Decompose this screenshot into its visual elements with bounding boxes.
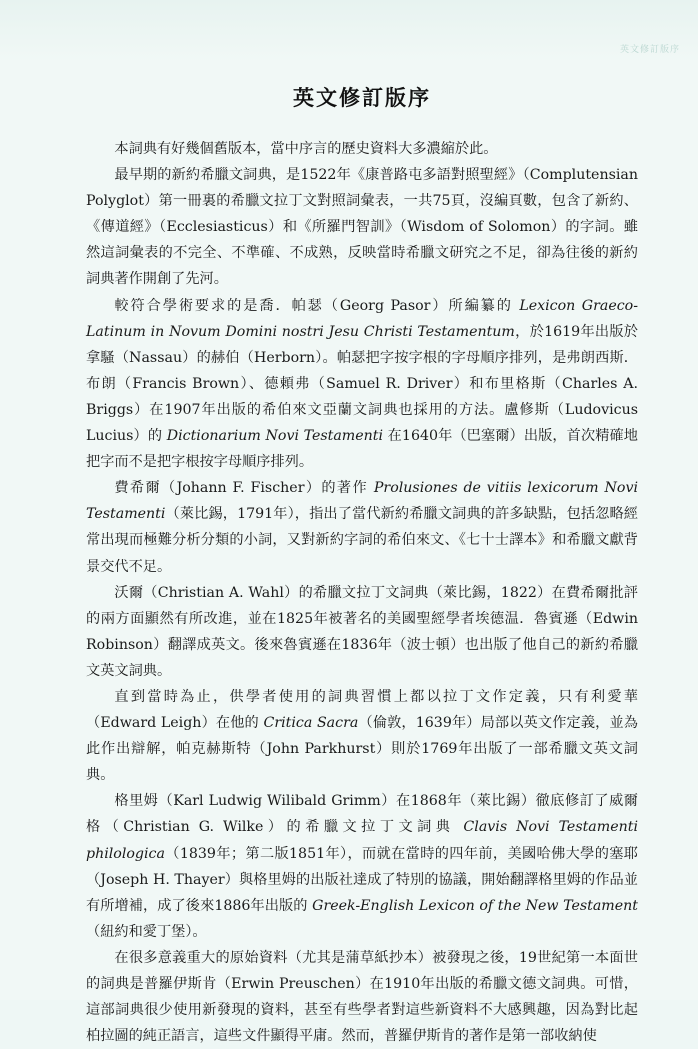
text-run: 最早期的新約希臘文詞典，是1522年《康普路屯多語對照聖經》（Complutensian Polyglot）第一冊裏的希臘文拉丁文對照詞彙表，一共75頁，沒編頁數，包含了新約、《傳道經》（Ecclesiasticus）和《所羅門智訓》（Wisdom of Solomon）的字詞。雖然這詞彙表的不完全、不準確、不成熟，反映當時希臘文研究之不足，卻為往後的新約詞典著作開創了先河。 [86,167,638,288]
paragraph [86,945,638,1049]
page-title: 英文修訂版序 [293,86,431,110]
text-run: （紐約和愛丁堡）。 [86,923,207,940]
text-run: 費希爾（Johann F. Fischer）的著作 [114,480,374,497]
text-run: 格里姆（Karl Ludwig Wilibald Grimm）在1868年（萊比錫）徹底修訂了威爾格（Christian G. Wilke）的希臘文拉丁文詞典 [86,793,638,836]
paragraph [86,684,638,788]
paragraph [86,580,638,684]
book-title: Greek-English Lexicon of the New Testament [312,897,638,914]
text-run: 較符合學術要求的是喬．帕瑟（Georg Pasor）所編纂的 [114,297,520,314]
paragraph [86,162,638,292]
book-title: Critica Sacra [263,715,359,732]
text-run: （萊比錫，1791年），指出了當代新約希臘文詞典的許多缺點，包括忽略經常出現而極難分析分類的小詞，又對新約字詞的希伯來文、《七十士譯本》和希臘文獻背景交代不足。 [86,506,638,575]
book-title: Lexicon Graeco-Latinum in Novum Domini nostri Jesu Christi Testamentum [86,297,638,340]
text-run: （倫敦，1639年）局部以英文作定義，並為此作出辯解，帕克赫斯特（John Parkhurst）則於1769年出版了一部希臘文英文詞典。 [86,715,638,784]
text-run: 在1640年（巴塞爾）出版，首次精確地把字而不是把字根按字母順序排列。 [86,428,638,471]
text-run: （1839年；第二版1851年），而就在當時的四年前，美國哈佛大學的塞耶（Joseph H. Thayer）與格里姆的出版社達成了特別的協議，開始翻譯格里姆的作品並有所增補，成了後來1886年出版的 [86,845,638,914]
page-header-band [0,0,698,62]
book-title: Prolusiones de vitiis lexicorum Novi Testamenti [86,480,638,523]
body-text [86,136,638,1049]
running-header: 英文修訂版序 [619,45,680,55]
paragraph [86,136,638,162]
paragraph [86,475,638,579]
text-run: 沃爾（Christian A. Wahl）的希臘文拉丁文詞典（萊比錫，1822）在費希爾批評的兩方面顯然有所改進，並在1825年被著名的美國聖經學者埃德温．魯賓遜（Edwin Robinson）翻譯成英文。後來魯賓遜在1836年（波士頓）也出版了他自己的新約希臘文英文詞典。 [86,584,638,679]
book-title: Dictionarium Novi Testamenti [166,428,384,445]
text-run: ，於1619年出版於拿騷（Nassau）的赫伯（Herborn）。帕瑟把字按字根的字母順序排列，是弗朗西斯．布朗（Francis Brown）、德頼弗（Samuel R. Driver）和布里格斯（Charles A. Briggs）在1907年出版的希伯來文亞蘭文詞典也採用的方法。盧修斯（Ludovicus Lucius）的 [86,323,638,445]
paragraph [86,293,638,476]
text-run: 在很多意義重大的原始資料（尤其是蒲草紙抄本）被發現之後，19世紀第一本面世的詞典是普羅伊斯肯（Erwin Preuschen）在1910年出版的希臘文德文詞典。可惜，這部詞典很少使用新發現的資料，甚至有些學者對這些新資料不大感興趣，因為對比起柏拉圖的純正語言，這些文件顯得平庸。然而，普羅伊斯肯的著作是第一部收納使 [86,949,638,1045]
paragraph [86,788,638,945]
text-run: 直到當時為止，供學者使用的詞典習慣上都以拉丁文作定義，只有利愛華（Edward Leigh）在他的 [86,688,638,732]
book-title: Clavis Novi Testamenti philologica [86,819,638,862]
text-run: 本詞典有好幾個舊版本，當中序言的歷史資料大多濃縮於此。 [114,141,498,157]
